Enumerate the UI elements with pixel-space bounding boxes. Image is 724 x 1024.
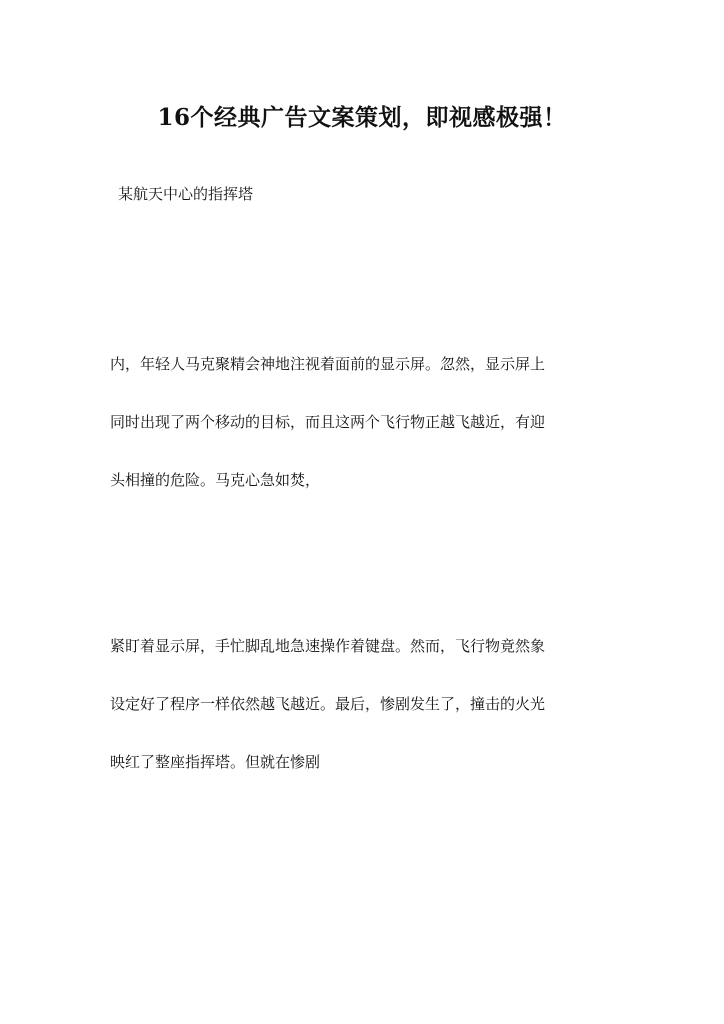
paragraph-line: 设定好了程序一样依然越飞越近。最后，惨剧发生了，撞击的火光 (110, 695, 546, 713)
paragraph-line: 内，年轻人马克聚精会神地注视着面前的显示屏。忽然，显示屏上 (110, 355, 546, 373)
paragraph-line: 头相撞的危险。马克心急如焚， (110, 471, 321, 489)
paragraph-2 (110, 634, 630, 808)
paragraph-1 (110, 352, 630, 526)
document-title: 16个经典广告文案策划，即视感极强！ (157, 104, 567, 131)
document-subtitle: 某航天中心的指挥塔 (118, 185, 254, 203)
paragraph-line: 映红了整座指挥塔。但就在惨剧 (110, 753, 321, 771)
paragraph-line: 紧盯着显示屏，手忙脚乱地急速操作着键盘。然而，飞行物竟然象 (110, 637, 546, 655)
paragraph-line: 同时出现了两个移动的目标，而且这两个飞行物正越飞越近，有迎 (110, 413, 546, 431)
